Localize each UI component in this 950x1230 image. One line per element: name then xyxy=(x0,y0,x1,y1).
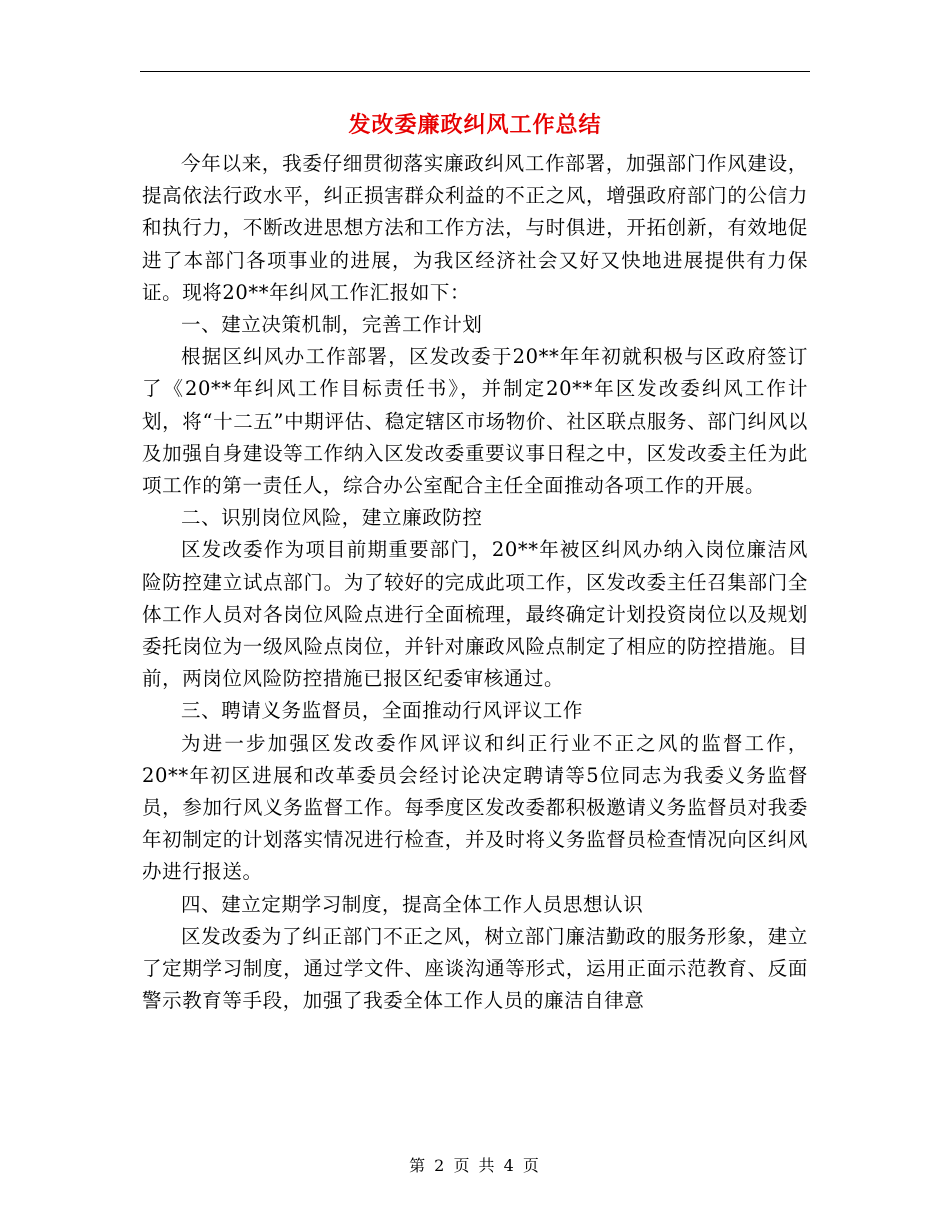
paragraph-intro: 今年以来，我委仔细贯彻落实廉政纠风工作部署，加强部门作风建设，提高依法行政水平，纠正损害群众利益的不正之风，增强政府部门的公信力和执行力，不断改进思想方法和工作方法，与时俱进，开拓创新，有效地促进了本部门各项事业的进展，为我区经济社会又好又快地进展提供有力保证。现将20**年纠风工作汇报如下： xyxy=(142,152,808,304)
section-heading-1: 一、建立决策机制，完善工作计划 xyxy=(181,313,483,337)
paragraph-section-1: 根据区纠风办工作部署，区发改委于20**年年初就积极与区政府签订了《20**年纠风工作目标责任书》，并制定20**年区发改委纠风工作计划，将“十二五”中期评估、稳定辖区市场物价、社区联点服务、部门纠风以及加强自身建设等工作纳入区发改委重要议事日程之中，区发改委主任为此项工作的第一责任人，综合办公室配合主任全面推动各项工作的开展。 xyxy=(142,345,808,498)
page-number-footer: 第 2 页 共 4 页 xyxy=(409,1156,541,1175)
section-heading-2: 二、识别岗位风险，建立廉政防控 xyxy=(181,506,483,530)
paragraph-section-4: 区发改委为了纠正部门不正之风，树立部门廉洁勤政的服务形象，建立了定期学习制度，通过学文件、座谈沟通等形式，运用正面示范教育、反面警示教育等手段，加强了我委全体工作人员的廉洁自律意 xyxy=(142,924,808,1013)
section-heading-3: 三、聘请义务监督员，全面推动行风评议工作 xyxy=(181,699,584,723)
paragraph-section-3: 为进一步加强区发改委作风评议和纠正行业不正之风的监督工作，20**年初区进展和改革委员会经讨论决定聘请等5位同志为我委义务监督员，参加行风义务监督工作。每季度区发改委都积极邀请义务监督员对我委年初制定的计划落实情况进行检查，并及时将义务监督员检查情况向区纠风办进行报送。 xyxy=(142,731,808,884)
document-body xyxy=(142,148,808,1017)
section-heading-4: 四、建立定期学习制度，提高全体工作人员思想认识 xyxy=(181,892,644,916)
header-rule xyxy=(140,71,810,72)
paragraph-section-2: 区发改委作为项目前期重要部门，20**年被区纠风办纳入岗位廉洁风险防控建立试点部门。为了较好的完成此项工作，区发改委主任召集部门全体工作人员对各岗位风险点进行全面梳理，最终确定计划投资岗位以及规划委托岗位为一级风险点岗位，并针对廉政风险点制定了相应的防控措施。目前，两岗位风险防控措施已报区纪委审核通过。 xyxy=(142,538,808,691)
document-title: 发改委廉政纠风工作总结 xyxy=(348,112,602,138)
